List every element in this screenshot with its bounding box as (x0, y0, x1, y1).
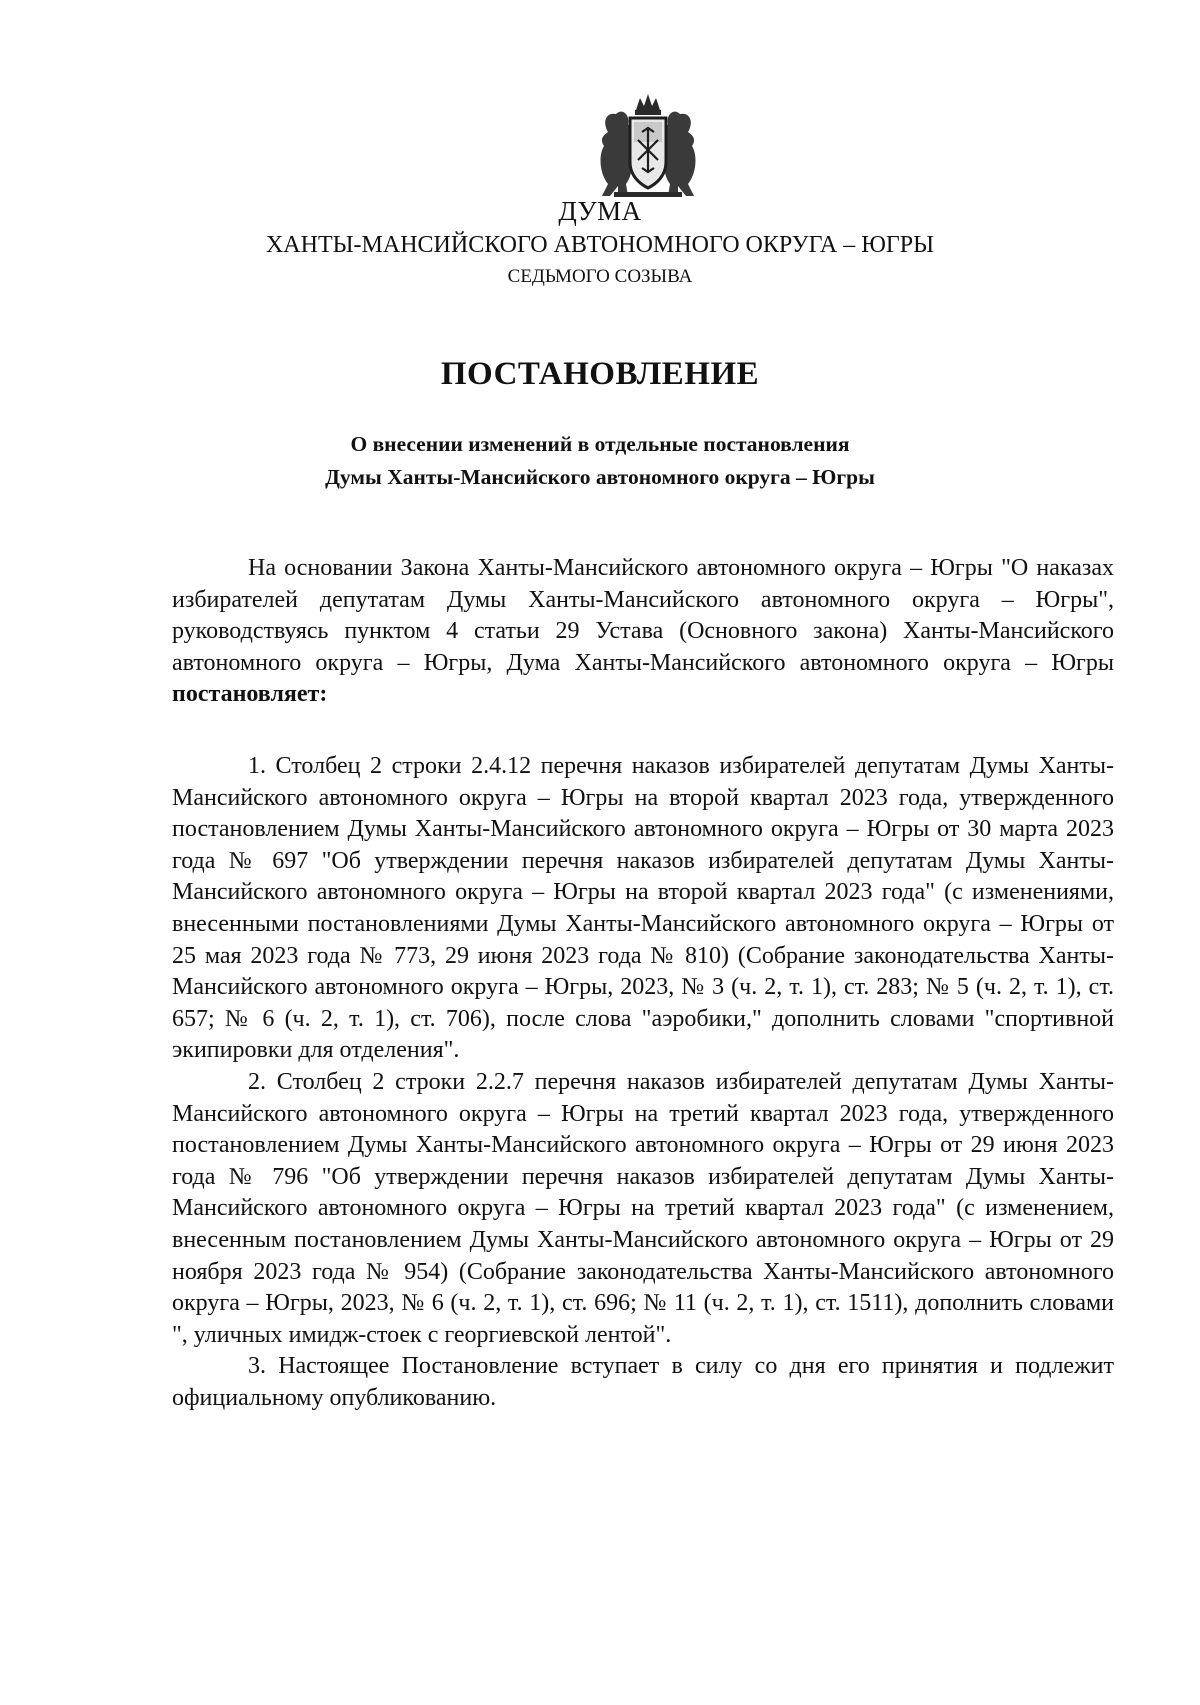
preamble (172, 553, 1114, 711)
convocation-label: СЕДЬМОГО СОЗЫВА (507, 266, 693, 287)
document-type-title: ПОСТАНОВЛЕНИЕ (440, 356, 760, 392)
resolution-item-1: 1. Столбец 2 строки 2.4.12 перечня наказов избирателей депутатам Думы Ханты-Мансийского автономного округа – Югры на второй квартал 2023 года, утвержденного постановлением Думы Ханты-Мансийского автономного округа – Югры от 30 марта 2023 года № 697 "Об утверждении перечня наказов избирателей депутатам Думы Ханты-Мансийского автономного округа – Югры на второй квартал 2023 года" (с изменениями, внесенными постановлениями Думы Ханты-Мансийского автономного округа – Югры от 25 мая 2023 года № 773, 29 июня 2023 года № 810) (Собрание законодательства Ханты-Мансийского автономного округа – Югры, 2023, № 3 (ч. 2, т. 1), ст. 283; № 5 (ч. 2, т. 1), ст. 657; № 6 (ч. 2, т. 1), ст. 706), после слова "аэробики," дополнить словами "спортивной экипировки для отделения". (172, 753, 1114, 1064)
region-name: ХАНТЫ-МАНСИЙСКОГО АВТОНОМНОГО ОКРУГА – ЮГРЫ (265, 232, 935, 258)
resolution-item-3: 3. Настоящее Постановление вступает в силу со дня его принятия и подлежит официальному опубликованию. (172, 1353, 1114, 1411)
preamble-paragraph (172, 553, 1114, 711)
subject-line-1: О внесении изменений в отдельные постановления (350, 432, 850, 456)
subject-line-2: Думы Ханты-Мансийского автономного округа – Югры (325, 465, 875, 489)
resolution-items (172, 751, 1114, 1414)
resolution-item-2: 2. Столбец 2 строки 2.2.7 перечня наказов избирателей депутатам Думы Ханты-Мансийского автономного округа – Югры на третий квартал 2023 года, утвержденного постановлением Думы Ханты-Мансийского автономного округа – Югры от 29 июня 2023 года № 796 "Об утверждении перечня наказов избирателей депутатам Думы Ханты-Мансийского автономного округа – Югры на третий квартал 2023 года" (с изменением, внесенным постановлением Думы Ханты-Мансийского автономного округа – Югры от 29 ноября 2023 года № 954) (Собрание законодательства Ханты-Мансийского автономного округа – Югры, 2023, № 6 (ч. 2, т. 1), ст. 696; № 11 (ч. 2, т. 1), ст. 1511), дополнить словами ", уличных имидж-стоек с георгиевской лентой". (172, 1068, 1114, 1348)
decides-word: постановляет: (172, 681, 328, 708)
document-subject (0, 428, 1200, 494)
preamble-text: На основании Закона Ханты-Мансийского автономного округа – Югры "О наказах избирателей депутатам Думы Ханты-Мансийского автономного округа – Югры", руководствуясь пунктом 4 статьи 29 Устава (Основного закона) Ханты-Мансийского автономного округа – Югры, Дума Ханты-Мансийского автономного округа – Югры (172, 555, 1114, 676)
coat-of-arms-icon (588, 92, 708, 200)
organization-name: ДУМА (558, 196, 642, 226)
